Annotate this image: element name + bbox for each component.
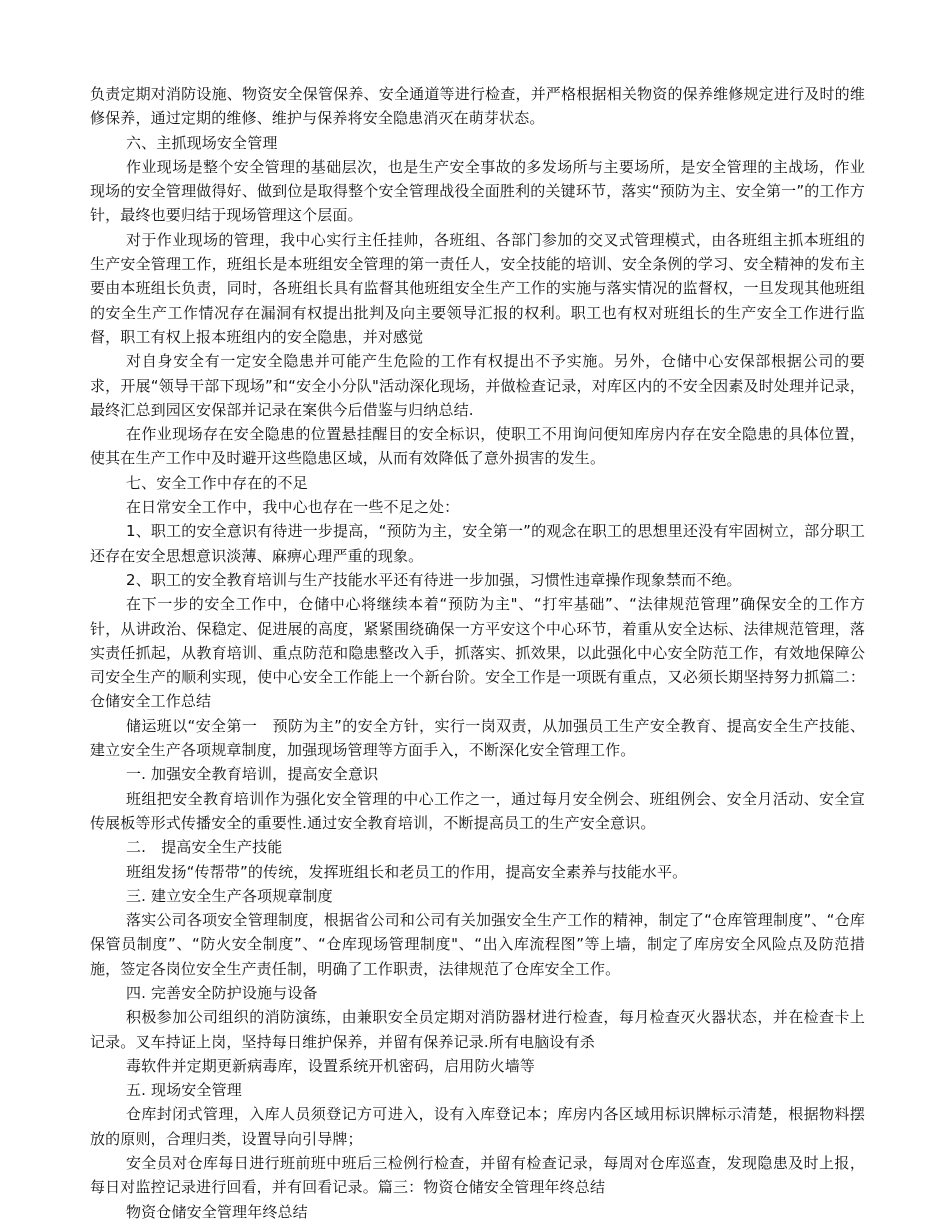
paragraph: 安全员对仓库每日进行班前班中班后三检例行检查，并留有检查记录，每周对仓库巡查，发现隐患及时上报，每日对监控记录进行回看，并有回看记录。篇三：物资仓储安全管理年终总结 [90, 1154, 865, 1197]
section-heading-3: 三. 建立安全生产各项规章制度 [126, 886, 333, 905]
paragraph: 落实公司各项安全管理制度，根据省公司和公司有关加强安全生产工作的精神，制定了“仓库管理制度”、“仓库保管员制度”、“防火安全制度”、“仓库现场管理制度"、“出入库流程图”等上墙，制定了库房安全风险点及防范措施，签定各岗位安全生产责任制，明确了工作职责，法律规范了仓库安全工作。 [90, 911, 865, 978]
section-heading-2: 二. 提高安全生产技能 [126, 838, 283, 857]
paragraph: 毒软件并定期更新病毒库，设置系统开机密码，启用防火墙等 [126, 1056, 536, 1075]
paragraph: 积极参加公司组织的消防演练，由兼职安全员定期对消防器材进行检查，每月检查灭火器状态，并在检查卡上记录。叉车持证上岗，坚持每日维护保养，并留有保养记录.所有电脑设有杀 [90, 1008, 865, 1051]
paragraph: 对自身安全有一定安全隐患并可能产生危险的工作有权提出不予实施。另外，仓储中心安保部根据公司的要求，开展“领导干部下现场”和“安全小分队"活动深化现场，并做检查记录，对库区内的不安全因素及时处理并记录，最终汇总到园区安保部并记录在案供今后借鉴与归纳总结. [90, 352, 865, 419]
paragraph: 物资仓储安全管理年终总结 [126, 1202, 308, 1221]
paragraph: 作业现场是整个安全管理的基础层次，也是生产安全事故的多发场所与主要场所，是安全管理的主战场，作业现场的安全管理做得好、做到位是取得整个安全管理战役全面胜利的关键环节，落实“预防为主、安全第一”的工作方针，最终也要归结于现场管理这个层面。 [90, 157, 865, 225]
section-heading-6: 六、主抓现场安全管理 [126, 133, 278, 152]
paragraph: 在下一步的安全工作中，仓储中心将继续本着“预防为主"、“打牢基础”、“法律规范管理”确保安全的工作方针，从讲政治、保稳定、促进展的高度，紧紧围绕确保一方平安这个中心环节，着重从安全达标、法律规范管理，落实责任抓起，从教育培训、重点防范和隐患整改入手，抓落实、抓效果，以此强化中心安全防范工作，有效地保障公司安全生产的顺利实现，使中心安全工作能上一个新台阶。安全工作是一项既有重点，又必须长期坚持努力抓篇二：仓储安全工作总结 [90, 595, 865, 711]
paragraph: 班组把安全教育培训作为强化安全管理的中心工作之一，通过每月安全例会、班组例会、安全月活动、安全宣传展板等形式传播安全的重要性.通过安全教育培训，不断提高员工的生产安全意识。 [90, 789, 865, 832]
section-heading-1: 一. 加强安全教育培训，提高安全意识 [126, 765, 379, 784]
paragraph: 对于作业现场的管理，我中心实行主任挂帅，各班组、各部门参加的交叉式管理模式，由各班组主抓本班组的生产安全管理工作，班组长是本班组安全管理的第一责任人，安全技能的培训、安全条例的学习、安全精神的发布主要由本班组长负责，同时，各班组长具有监督其他班组安全生产工作的实施与落实情况的监督权，一旦发现其他班组的安全生产工作情况存在漏洞有权提出批判及向主要领导汇报的权利。职工也有权对班组长的生产安全工作进行监督，职工有权上报本班组内的安全隐患，并对感觉 [90, 230, 865, 346]
list-item: 1、职工的安全意识有待进一步提高，“预防为主，安全第一”的观念在职工的思想里还没有牢固树立，部分职工还存在安全思想意识淡薄、麻痹心理严重的现象。 [90, 522, 865, 565]
section-heading-7: 七、安全工作中存在的不足 [126, 473, 308, 492]
paragraph: 仓库封闭式管理，入库人员须登记方可进入，设有入库登记本；库房内各区域用标识牌标示清楚，根据物料摆放的原则，合理归类，设置导向引导牌； [90, 1105, 865, 1148]
paragraph: 储运班以“安全第一 预防为主”的安全方针，实行一岗双责，从加强员工生产安全教育、提高安全生产技能、建立安全生产各项规章制度，加强现场管理等方面手入，不断深化安全管理工作。 [90, 716, 865, 760]
section-heading-4: 四. 完善安全防护设施与设备 [126, 983, 318, 1002]
list-item: 2、职工的安全教育培训与生产技能水平还有待进一步加强，习惯性违章操作现象禁而不绝。 [126, 570, 742, 589]
document-page [90, 82, 865, 1224]
section-heading-5: 五. 现场安全管理 [126, 1081, 242, 1100]
paragraph-continuation: 负责定期对消防设施、物资安全保管保养、安全通道等进行检查，并严格根据相关物资的保养维修规定进行及时的维修保养，通过定期的维修、维护与保养将安全隐患消灭在萌芽状态。 [90, 85, 865, 128]
paragraph: 在作业现场存在安全隐患的位置悬挂醒目的安全标识，使职工不用询问便知库房内存在安全隐患的具体位置，使其在生产工作中及时避开这些隐患区域，从而有效降低了意外损害的发生。 [90, 425, 865, 468]
paragraph: 在日常安全工作中，我中心也存在一些不足之处： [126, 498, 460, 517]
paragraph: 班组发扬“传帮带”的传统，发挥班组长和老员工的作用，提高安全素养与技能水平。 [126, 862, 688, 881]
